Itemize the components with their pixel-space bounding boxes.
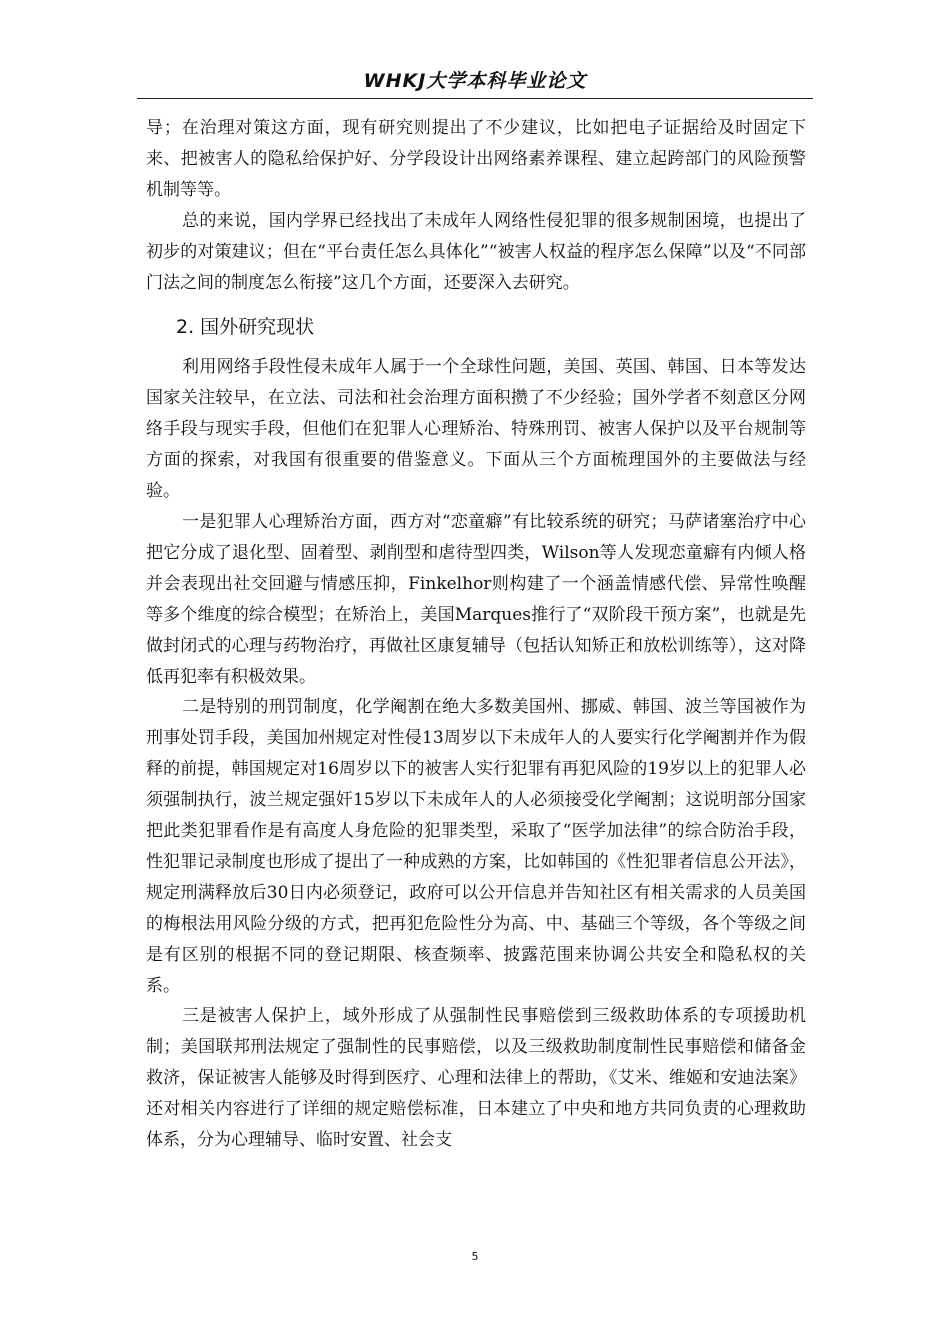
header-rule bbox=[137, 98, 813, 99]
paragraph-4: 一是犯罪人心理矫治方面，西方对“恋童癖”有比较系统的研究；马萨诸塞治疗中心把它分成了退化型、固着型、剥削型和虐待型四类，Wilson等人发现恋童癖有内倾人格并会表现出社交回避与情感压抑，Finkelhor则构建了一个涵盖情感代偿、异常性唤醒等多个维度的综合模型；在矫治上，美国Marques推行了“双阶段干预方案”，也就是先做封闭式的心理与药物治疗，再做社区康复辅导（包括认知矫正和放松训练等），这对降低再犯率有积极效果。 bbox=[146, 511, 806, 687]
paragraph-5: 二是特别的刑罚制度，化学阉割在绝大多数美国州、挪威、韩国、波兰等国被作为刑事处罚手段，美国加州规定对性侵13周岁以下未成年人的人要实行化学阉割并作为假释的前提，韩国规定对16周岁以下的被害人实行犯罪有再犯风险的19岁以上的犯罪人必须强制执行，波兰规定强奸15岁以下未成年人的人必须接受化学阉割；这说明部分国家把此类犯罪看作是有高度人身危险的犯罪类型，采取了“医学加法律”的综合防治手段，性犯罪记录制度也形成了提出了一种成熟的方案，比如韩国的《性犯罪者信息公开法》，规定刑满释放后30日内必须登记，政府可以公开信息并告知社区有相关需求的人员美国的梅根法用风险分级的方式，把再犯危险性分为高、中、基础三个等级，各个等级之间是有区别的根据不同的登记期限、核查频率、披露范围来协调公共安全和隐私权的关系。 bbox=[146, 697, 806, 996]
paragraph-2: 总的来说，国内学界已经找出了未成年人网络性侵犯罪的很多规制困境，也提出了初步的对策建议；但在“平台责任怎么具体化”“被害人权益的程序怎么保障”以及“不同部门法之间的制度怎么衔接”这几个方面，还要深入去研究。 bbox=[146, 210, 806, 293]
paragraph-1: 导；在治理对策这方面，现有研究则提出了不少建议，比如把电子证据给及时固定下来、把被害人的隐私给保护好、分学段设计出网络素养课程、建立起跨部门的风险预警机制等等。 bbox=[146, 118, 806, 200]
running-header: WHKJ大学本科毕业论文 bbox=[363, 70, 587, 92]
paragraph-3: 利用网络手段性侵未成年人属于一个全球性问题，美国、英国、韩国、日本等发达国家关注较早，在立法、司法和社会治理方面积攒了不少经验；国外学者不刻意区分网络手段与现实手段，但他们在犯罪人心理矫治、特殊刑罚、被害人保护以及平台规制等方面的探索，对我国有很重要的借鉴意义。下面从三个方面梳理国外的主要做法与经验。 bbox=[146, 357, 806, 502]
section-heading: 2. 国外研究现状 bbox=[176, 316, 315, 339]
document-body bbox=[146, 113, 806, 1156]
paragraph-6: 三是被害人保护上，域外形成了从强制性民事赔偿到三级救助体系的专项援助机制；美国联邦刑法规定了强制性的民事赔偿，以及三级救助制度制性民事赔偿和储备金救济，保证被害人能够及时得到医疗、心理和法律上的帮助，《艾米、维姬和安迪法案》还对相关内容进行了详细的规定赔偿标准，日本建立了中央和地方共同负责的心理救助体系，分为心理辅导、临时安置、社会支 bbox=[146, 1006, 806, 1151]
page-number: 5 bbox=[471, 1250, 479, 1263]
